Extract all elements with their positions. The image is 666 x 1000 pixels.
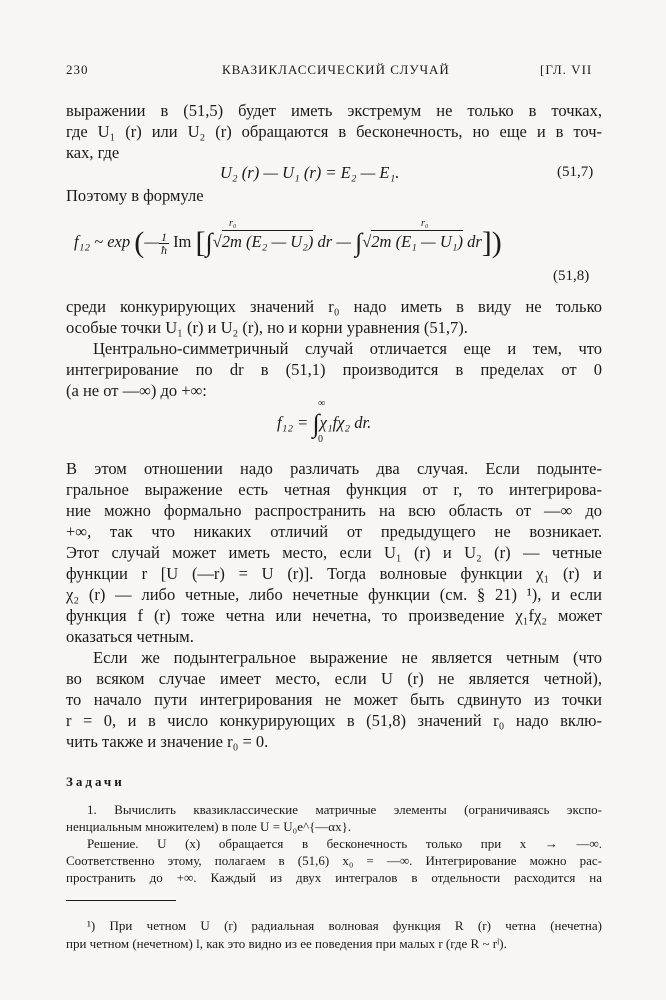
text-line: интегрирование по dr в (51,1) производится в пределах от 0	[66, 360, 602, 379]
integrand-1: 2m (E₂ — U₂)	[221, 231, 314, 251]
text-line: Этот случай может иметь место, если U₁ (r) и U₂ (r) — четные	[66, 543, 602, 562]
equation-51-7: U₂ (r) — U₁ (r) = E₂ — E₁.	[220, 163, 400, 182]
text-line: чить также и значение r₀ = 0.	[66, 732, 269, 751]
differential: dr	[467, 231, 482, 251]
text-line: Если же подынтегральное выражение не является четным (что	[93, 648, 602, 667]
upper-limit: r₀	[421, 218, 429, 229]
footnote-line: при четном (нечетном) l, как это видно из ее поведения при малых r (где R ~ rˡ).	[66, 936, 507, 951]
text-line: ние можно формально распространить на всю область от —∞ до	[66, 501, 602, 520]
differential: dr	[317, 231, 333, 251]
text-line: ках, где	[66, 143, 120, 162]
upper-limit: r₀	[229, 218, 237, 229]
text-line: +∞, так что никаких отличий от предыдущего не возникает.	[66, 522, 602, 541]
solution-line: Решение. U (x) обращается в бесконечность только при x → —∞.	[87, 836, 602, 851]
text-line: (а не от —∞) до +∞:	[66, 381, 207, 400]
text-line: то начало пути интегрирования не может быть сдвинуто из точки	[66, 690, 602, 709]
text-line: выражении в (51,5) будет иметь экстремум не только в точках,	[66, 101, 602, 120]
lower-limit: 0	[318, 434, 323, 445]
equation-central: f₁₂ = ∫χ₁fχ₂ dr.	[277, 409, 372, 438]
equation-number: (51,8)	[553, 268, 590, 284]
eq-lhs: f₁₂ =	[277, 412, 309, 432]
text-line: функция f (r) тоже четна или нечетна, то произведение χ₁fχ₂ может	[66, 606, 602, 625]
text-line: r = 0, и в число конкурирующих в (51,8) значений r₀ надо вклю-	[66, 711, 602, 730]
problems-heading: Задачи	[66, 774, 125, 789]
eq-lhs: f₁₂ ~ exp	[74, 231, 131, 251]
integrand-2: 2m (E₁ — U₁)	[371, 231, 463, 251]
text-line: во всяком случае имеет место, если U (r) не является четной),	[66, 669, 602, 688]
im-operator: Im	[173, 231, 192, 251]
page-number: 230	[66, 62, 89, 77]
solution-line: Соответственно этому, полагаем в (51,6) x₀ = —∞. Интегрирование можно рас-	[66, 853, 602, 868]
upper-limit: ∞	[318, 398, 326, 409]
integrand: χ₁fχ₂ dr.	[319, 412, 372, 432]
text-line: χ₂ (r) — либо четные, либо нечетные функции (см. § 21) ¹), и если	[66, 585, 602, 604]
text-line: функции r [U (—r) = U (r)]. Тогда волновые функции χ₁ (r) и	[66, 564, 602, 583]
footnote-line: ¹) При четном U (r) радиальная волновая функция R (r) четна (нечетна)	[87, 918, 602, 933]
chapter-label: [ГЛ. VII	[540, 62, 593, 77]
text-line: оказаться четным.	[66, 627, 194, 646]
footnote-rule	[66, 900, 176, 901]
solution-line: пространить до +∞. Каждый из двух интегралов в отдельности расходится на	[66, 870, 602, 885]
text-line: где U₁ (r) или U₂ (r) обращаются в бесконечность, но еще и в точ-	[66, 122, 602, 141]
text-line: Центрально-симметричный случай отличается еще и тем, что	[93, 339, 602, 358]
coef-denominator: ħ	[160, 242, 167, 257]
running-title: КВАЗИКЛАССИЧЕСКИЙ СЛУЧАЙ	[222, 62, 450, 77]
coef-numerator: 1	[160, 229, 167, 244]
text-line: особые точки U₁ (r) и U₂ (r), но и корни уравнения (51,7).	[66, 318, 468, 337]
equation-number: (51,7)	[557, 164, 594, 180]
text-line: Поэтому в формуле	[66, 186, 204, 205]
text-line: среди конкурирующих значений r₀ надо иметь в виду не только	[66, 297, 602, 316]
problem-line: 1. Вычислить квазиклассические матричные элементы (ограничиваясь экспо-	[87, 802, 602, 817]
equation-51-8: f₁₂ ~ exp (— $\frac{1}{ħ}$ Im [∫√2m (E₂ — U₂) dr — ∫√2m (E₁ — U₁) dr])	[74, 226, 502, 259]
problem-line: ненциальным множителем) в поле U = U₀e^{—αx}.	[66, 819, 352, 834]
text-line: гральное выражение есть четная функция от r, то интегрирова-	[66, 480, 602, 499]
text-line: В этом отношении надо различать два случая. Если подынте-	[66, 459, 602, 478]
